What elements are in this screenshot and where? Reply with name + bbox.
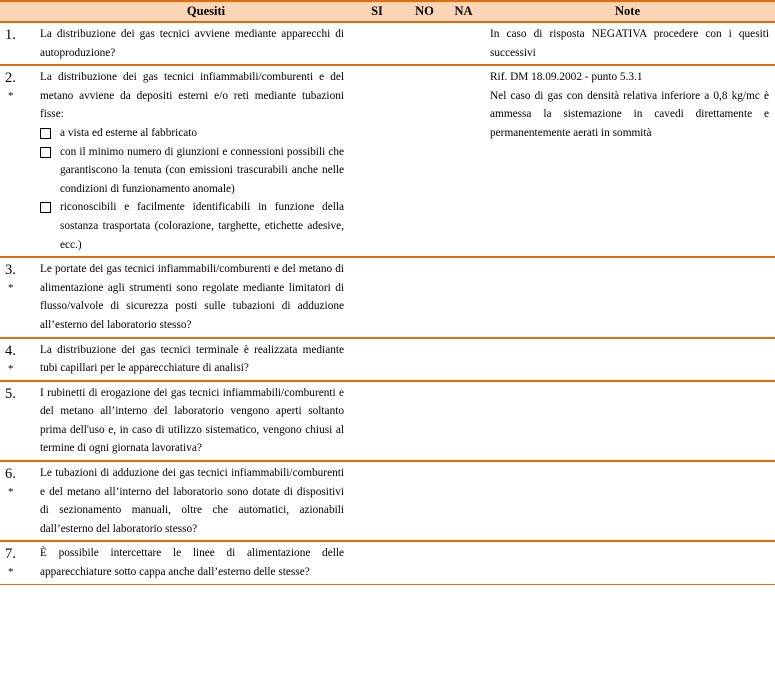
checkbox-icon[interactable] bbox=[40, 128, 51, 139]
table-row bbox=[0, 381, 775, 461]
question-number: 6. * bbox=[0, 461, 30, 541]
si-cell[interactable] bbox=[352, 541, 402, 584]
checkbox-icon[interactable] bbox=[40, 147, 51, 158]
option-label: riconoscibili e facilmente identificabili in funzione della sostanza trasportata (colorazione, targhette, etichette adesive, ecc.) bbox=[60, 201, 345, 251]
option-item[interactable] bbox=[40, 143, 344, 199]
mandatory-star: * bbox=[8, 362, 14, 375]
header-na: NA bbox=[447, 1, 480, 22]
question-text: La distribuzione dei gas tecnici infiammabili/comburenti e del metano avviene da depositi esterni e/o reti mediante tubazioni fisse: bbox=[40, 71, 345, 121]
no-cell[interactable] bbox=[402, 541, 447, 584]
option-label: con il minimo numero di giunzioni e connessioni possibili che garantiscono la tenuta (con emissioni trascurabili anche nelle condizioni di funzionamento anomale) bbox=[60, 145, 345, 195]
mandatory-star: * bbox=[8, 566, 14, 579]
checkbox-icon[interactable] bbox=[40, 202, 51, 213]
question-text: La distribuzione dei gas tecnici avviene mediante apparecchi di autoproduzione? bbox=[30, 22, 352, 65]
na-cell[interactable] bbox=[447, 257, 480, 337]
mandatory-star: * bbox=[8, 282, 14, 295]
na-cell[interactable] bbox=[447, 338, 480, 381]
si-cell[interactable] bbox=[352, 461, 402, 541]
si-cell[interactable] bbox=[352, 381, 402, 461]
na-cell[interactable] bbox=[447, 22, 480, 65]
table-row bbox=[0, 257, 775, 337]
na-cell[interactable] bbox=[447, 381, 480, 461]
question-text: Le portate dei gas tecnici infiammabili/comburenti e del metano di alimentazione agli strumenti sono regolate mediante limitatori di flusso/valvole di sicurezza posti sulle tubazioni di adduzione all’esterno del laboratorio stesso? bbox=[30, 257, 352, 337]
option-item[interactable] bbox=[40, 124, 344, 143]
table-row bbox=[0, 338, 775, 381]
note-text bbox=[480, 257, 775, 337]
option-item[interactable] bbox=[40, 198, 344, 254]
table-row bbox=[0, 461, 775, 541]
note-text bbox=[480, 338, 775, 381]
na-cell[interactable] bbox=[447, 65, 480, 257]
note-cell bbox=[480, 65, 775, 257]
no-cell[interactable] bbox=[402, 338, 447, 381]
header-row bbox=[0, 1, 775, 22]
note-reference: Rif. DM 18.09.2002 - punto 5.3.1 bbox=[490, 71, 643, 84]
question-number: 7. * bbox=[0, 541, 30, 584]
mandatory-star: * bbox=[8, 90, 14, 103]
note-text bbox=[480, 461, 775, 541]
table-row bbox=[0, 541, 775, 584]
option-label: a vista ed esterne al fabbricato bbox=[60, 126, 198, 139]
table-row bbox=[0, 65, 775, 257]
question-text: La distribuzione dei gas tecnici terminale è realizzata mediante tubi capillari per le apparecchiature di analisi? bbox=[30, 338, 352, 381]
no-cell[interactable] bbox=[402, 257, 447, 337]
question-number: 5. bbox=[0, 381, 30, 461]
header-no: NO bbox=[402, 1, 447, 22]
na-cell[interactable] bbox=[447, 541, 480, 584]
mandatory-star: * bbox=[8, 486, 14, 499]
question-text: I rubinetti di erogazione dei gas tecnici infiammabili/comburenti e del metano all’interno del laboratorio vengono aperti soltanto prima dell'uso e, in caso di utilizzo sistematico, vengono chiusi al termine di ogni giornata lavorativa? bbox=[30, 381, 352, 461]
header-note: Note bbox=[480, 1, 775, 22]
si-cell[interactable] bbox=[352, 257, 402, 337]
question-number: 2. * bbox=[0, 65, 30, 257]
no-cell[interactable] bbox=[402, 461, 447, 541]
question-cell bbox=[30, 65, 352, 257]
question-number: 4. * bbox=[0, 338, 30, 381]
no-cell[interactable] bbox=[402, 22, 447, 65]
note-text: In caso di risposta NEGATIVA procedere con i quesiti successivi bbox=[480, 22, 775, 65]
na-cell[interactable] bbox=[447, 461, 480, 541]
question-text: Le tubazioni di adduzione dei gas tecnici infiammabili/comburenti e del metano all’interno del laboratorio sono dotate di dispositivi di sezionamento manuali, oltre che automatici, azionabili dall’esterno del laboratorio stesso? bbox=[30, 461, 352, 541]
header-quesiti: Quesiti bbox=[0, 1, 352, 22]
question-text: È possibile intercettare le linee di alimentazione delle apparecchiature sotto cappa anche dall’esterno delle stesse? bbox=[30, 541, 352, 584]
header-si: SI bbox=[352, 1, 402, 22]
table-row bbox=[0, 22, 775, 65]
note-text bbox=[480, 541, 775, 584]
question-number: 3. * bbox=[0, 257, 30, 337]
si-cell[interactable] bbox=[352, 338, 402, 381]
note-text bbox=[480, 381, 775, 461]
si-cell[interactable] bbox=[352, 65, 402, 257]
no-cell[interactable] bbox=[402, 381, 447, 461]
si-cell[interactable] bbox=[352, 22, 402, 65]
note-text: Nel caso di gas con densità relativa inferiore a 0,8 kg/mc è ammessa la sistemazione in cavedi direttamente e permanentemente aerati in sommità bbox=[490, 89, 770, 139]
question-number: 1. bbox=[0, 22, 30, 65]
no-cell[interactable] bbox=[402, 65, 447, 257]
